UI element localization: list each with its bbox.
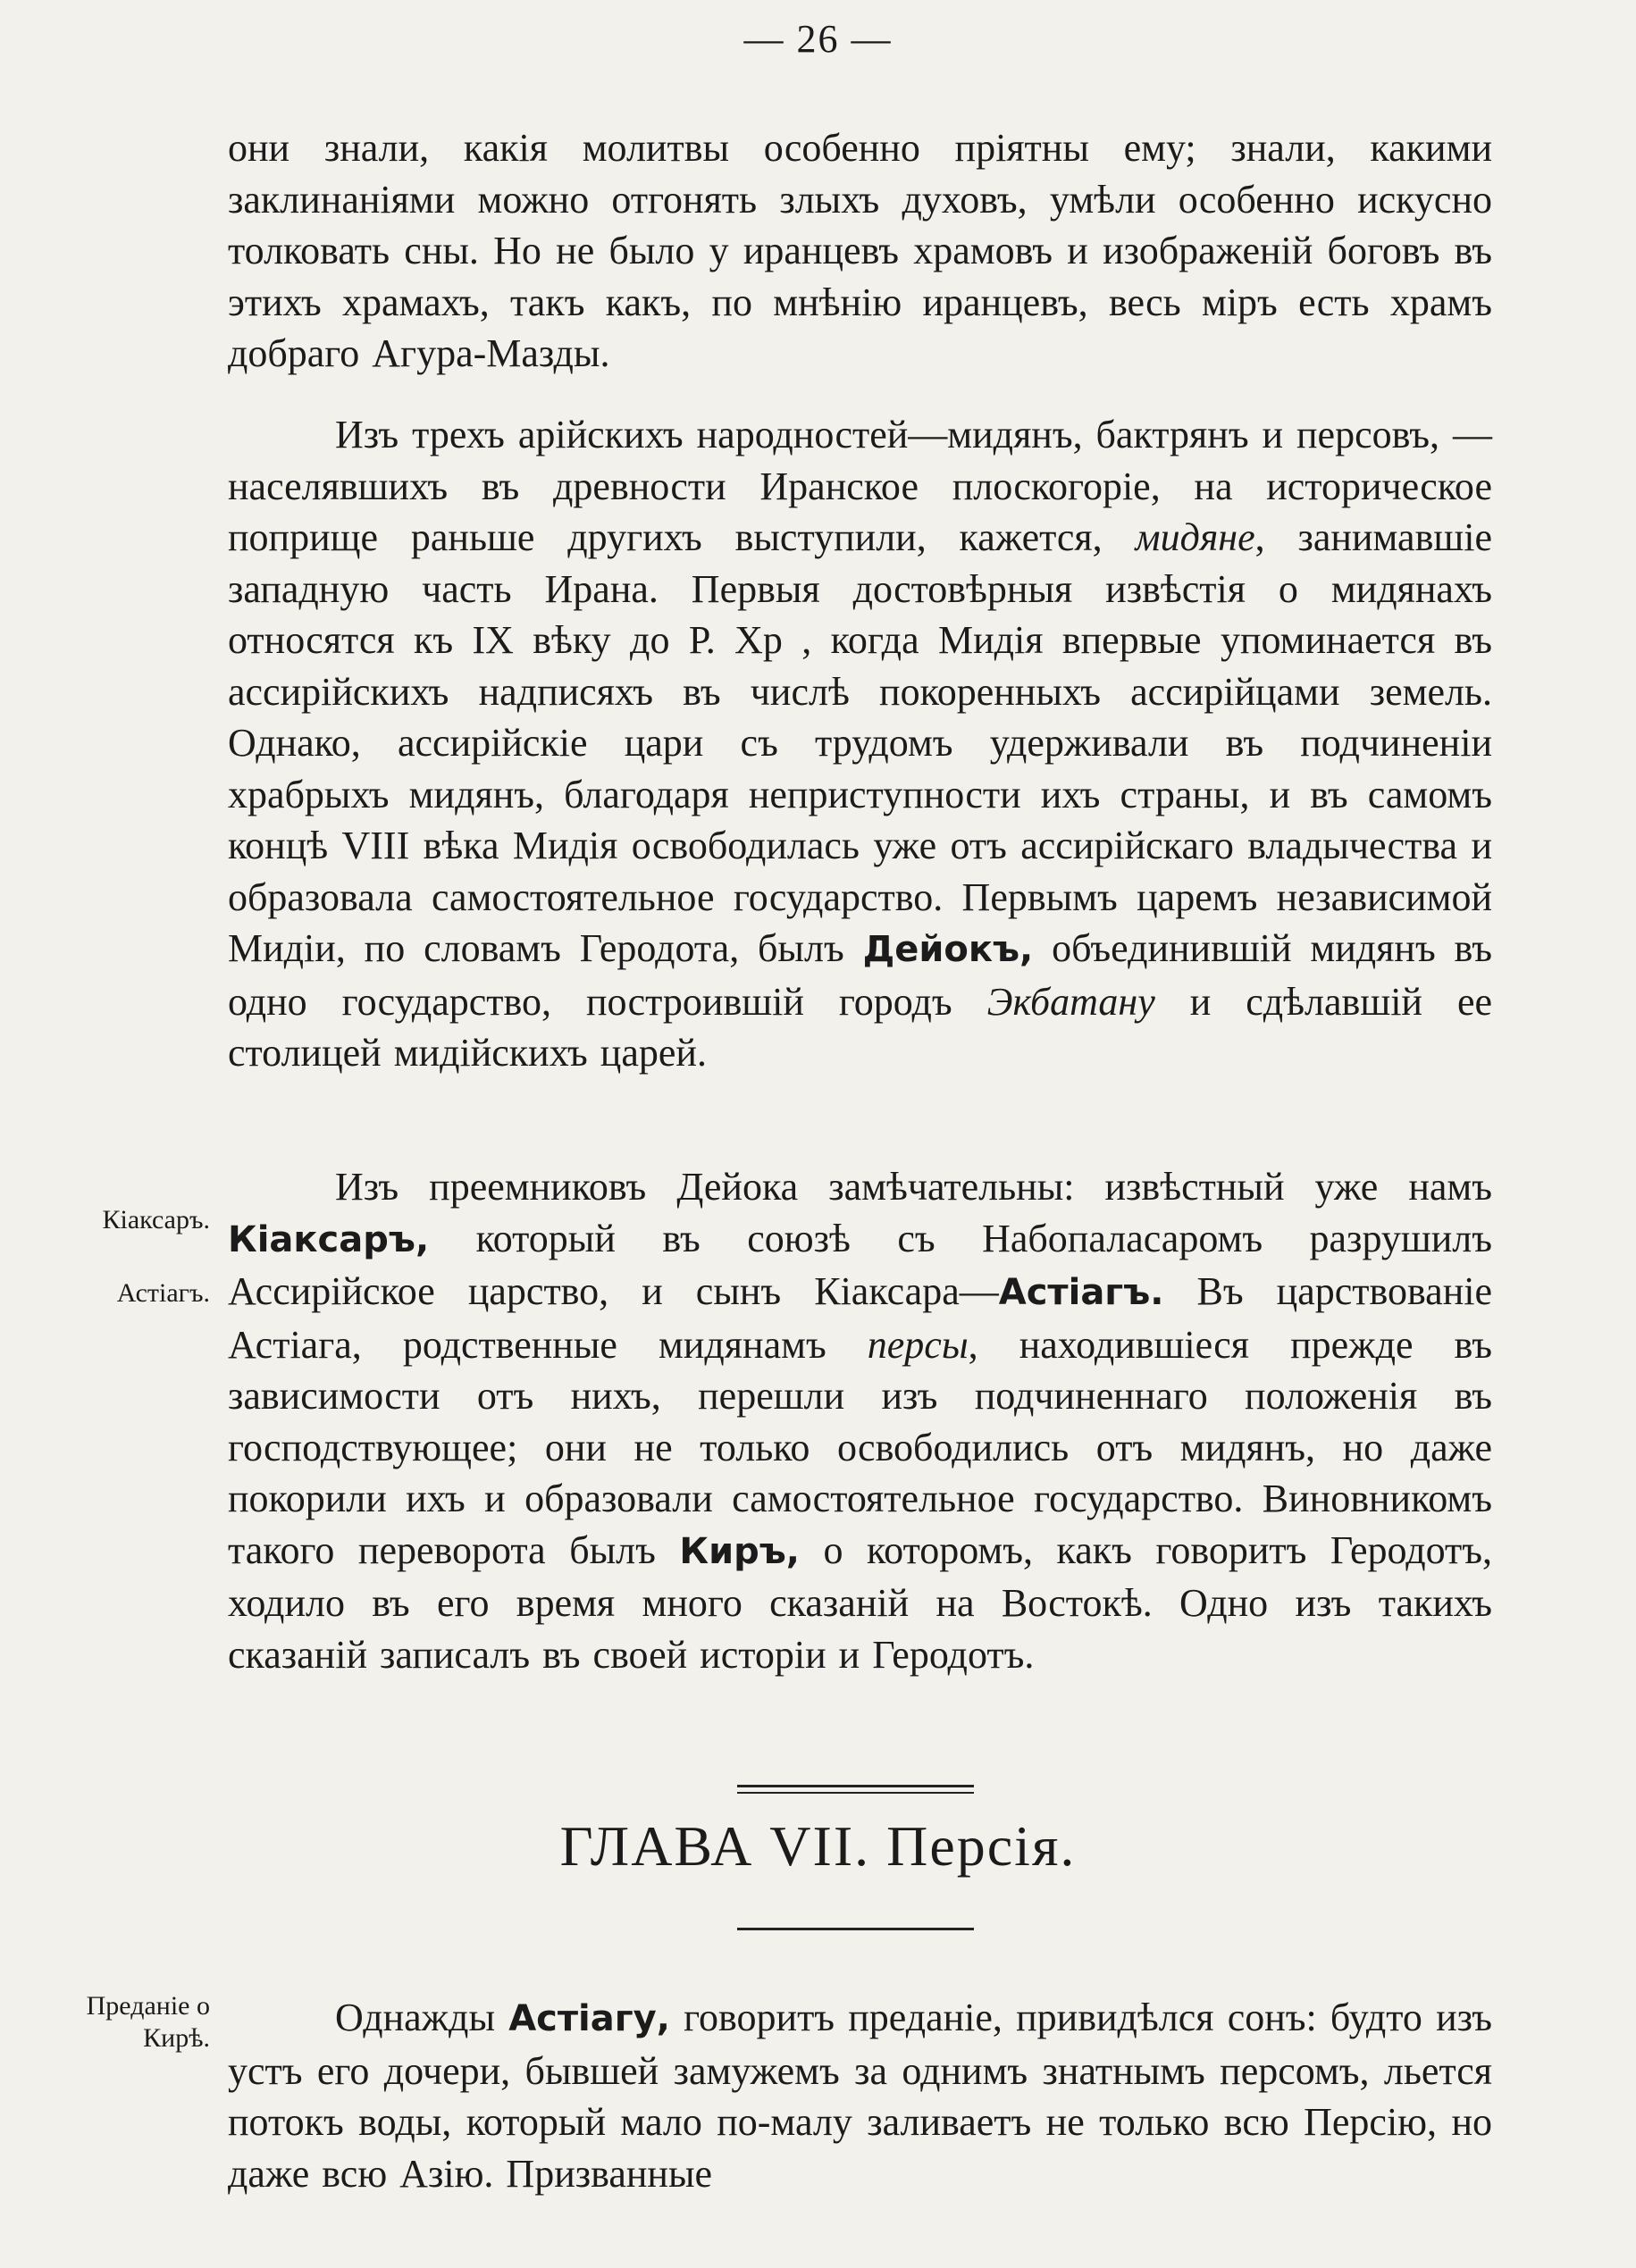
paragraph-4-block (228, 1992, 1492, 2199)
name-kiaksar: Кіаксаръ, (228, 1218, 430, 1260)
paragraph-2-text-b: , занимавшіе западную часть Ирана. Первыя достовѣрныя извѣстія о мидянахъ относятся къ IX вѣку до Р. Хр , когда Мидія впервые упоминается въ ассирійскихъ надписяхъ въ числѣ покоренныхъ ассирійцами земель. Однако, ассирійскіе цари съ трудомъ удерживали въ подчиненіи храбрыхъ мидянъ, благодаря неприступности ихъ страны, и въ самомъ концѣ VIII вѣка Мидія освободилась уже отъ ассирійскаго владычества и образовала самостоятельное государство. Первымъ царемъ независимой Мидіи, по словамъ Геродота, былъ (228, 515, 1492, 970)
paragraph-2-text-d: и сдѣлавшій ее столицей мидійскихъ царей. (228, 979, 1492, 1075)
page-number: — 26 — (743, 17, 893, 61)
term-midyane: мидяне (1135, 515, 1255, 559)
term-ekbatana: Экбатану (986, 979, 1155, 1024)
name-astiagu: Астіагу, (508, 1998, 670, 2039)
paragraph-3-text-d: , находившіеся прежде въ зависимости отъ нихъ, перешли изъ подчиненнаго положенія въ господствующее; они не только освободились отъ мидянъ, но даже покорили ихъ и образовали самостоятельное государство. Виновникомъ такого переворота былъ (228, 1322, 1492, 1572)
paragraph-2-text-a: Изъ трехъ арійскихъ народностей—мидянъ, бактрянъ и персовъ, — населявшихъ въ древности Иранское плоскогоріе, на историческое поприще раньше другихъ выступили, кажется, (228, 413, 1492, 559)
paragraph-3-text-c: Въ царствованіе Астіага, родственные мидянамъ (228, 1269, 1492, 1367)
paragraph-2 (228, 409, 1492, 1079)
name-deiok: Дейокъ, (862, 929, 1034, 970)
paragraph-4-text-a: Однажды (335, 1996, 509, 2039)
name-astiag: Астіагъ. (998, 1272, 1164, 1313)
paragraph-2-text-c: объединившій мидянъ въ одно государство, построившій городъ (228, 926, 1492, 1024)
paragraph-1-block (228, 122, 1492, 380)
paragraph-3-text-b: который въ союзѣ съ Набопаласаромъ разрушилъ Ассирійское царство, и сынъ Кіаксара— (228, 1216, 1492, 1313)
paragraph-3-text-a: Изъ преемниковъ Дейока замѣчательны: извѣстный уже намъ (335, 1165, 1492, 1209)
section-divider-top (737, 1785, 974, 1794)
paragraph-2-block (228, 409, 1492, 1079)
term-persy: персы (867, 1322, 969, 1367)
margin-note-predanie: Преданіе о Кирѣ. (86, 1991, 210, 2053)
section-divider-bottom (737, 1928, 974, 1930)
chapter-title: ГЛАВА VII. Персія. (559, 1814, 1077, 1878)
paragraph-4-text-b: говоритъ преданіе, привидѣлся сонъ: будто изъ устъ его дочери, бывшей замужемъ за однимъ знатнымъ персомъ, льется потокъ воды, который мало по-малу заливаетъ не только всю Персію, но даже всю Азію. Призванные (228, 1996, 1492, 2196)
paragraph-3-text-e: о которомъ, какъ говоритъ Геродотъ, ходило въ его время много сказаній на Востокѣ. Одно изъ такихъ сказаній записалъ въ своей исторіи и Геродотъ. (228, 1527, 1492, 1677)
name-kir: Киръ, (679, 1530, 800, 1572)
paragraph-1: они знали, какія молитвы особенно пріятны ему; знали, какими заклинаніями можно отгонять злыхъ духовъ, умѣли особенно искусно толковать сны. Но не было у иранцевъ храмовъ и изображеній боговъ въ этихъ храмахъ, такъ какъ, по мнѣнію иранцевъ, весь міръ есть храмъ добраго Агура-Мазды. (228, 126, 1492, 375)
margin-note-astiag: Астіагъ. (116, 1278, 210, 1308)
paragraph-3 (228, 1161, 1492, 1680)
margin-note-kiaksar: Кіаксаръ. (102, 1205, 210, 1234)
paragraph-3-block (228, 1161, 1492, 1680)
paragraph-4 (228, 1992, 1492, 2199)
